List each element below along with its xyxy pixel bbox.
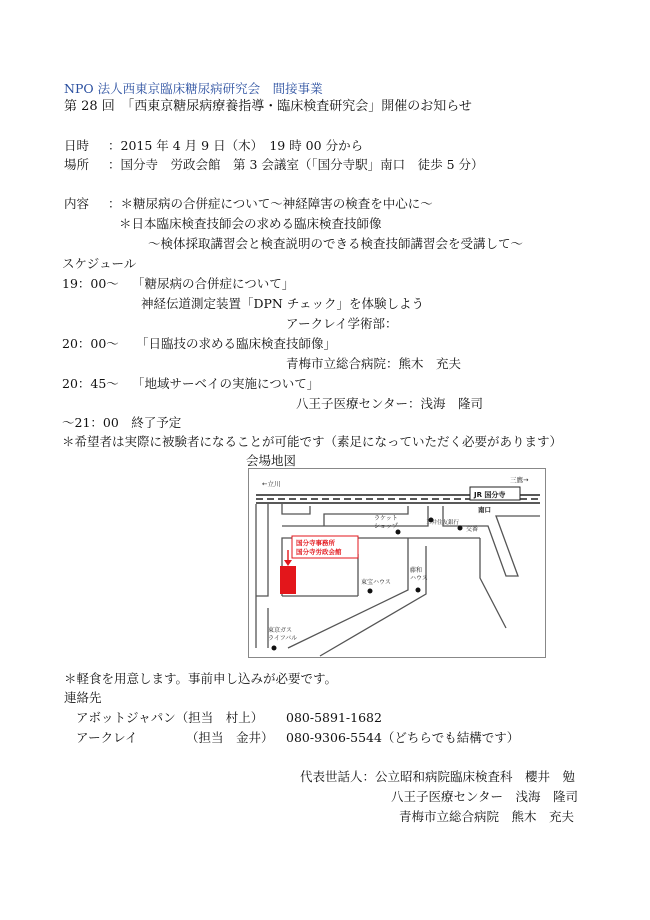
- fujiwa-house-marker: [416, 588, 421, 593]
- contact-2-tel: 080-9306-5544（どちらでも結構です）: [286, 730, 520, 745]
- schedule-2-speaker: 青梅市立総合病院：熊木 充夫: [286, 356, 462, 371]
- contact-1-name: アボットジャパン（担当 村上）: [76, 710, 264, 725]
- schedule-heading: スケジュール: [62, 256, 137, 271]
- venue-map: [248, 468, 546, 658]
- tachikawa-label: ←立川: [262, 480, 281, 488]
- mitaka-label: 三鷹→: [510, 476, 529, 484]
- venue-label-2: 国分寺労政会館: [296, 548, 342, 556]
- station-label: JR 国分寺: [474, 491, 506, 499]
- schedule-3-title: 「地域サーベイの実施について」: [132, 376, 320, 391]
- organizer-3: 青梅市立総合病院 熊木 充夫: [399, 809, 575, 824]
- content-label: 内容: [64, 196, 90, 211]
- contact-2-name: アークレイ: [76, 730, 138, 745]
- koban-marker: [458, 526, 463, 531]
- fujiwa-house-label-2: ハウス: [410, 575, 428, 582]
- toho-house-marker: [368, 589, 373, 594]
- page-title: 第 28 回 「西東京糖尿病療養指導・臨床検査研究会」開催のお知らせ: [64, 99, 472, 114]
- racket-shop-marker: [396, 530, 401, 535]
- content-item-2-sub: 〜検体採取講習会と検査説明のできる検査技師講習会を受講して〜: [148, 236, 524, 251]
- organizer-2: 八王子医療センター 浅海 隆司: [391, 789, 579, 804]
- contact-2-person: （担当 金井）: [186, 730, 274, 745]
- date-value: ：2015 年 4 月 9 日（木） 19 時 00 分から: [108, 138, 364, 153]
- gas-marker: [272, 646, 277, 651]
- bank-label: 三井住友銀行: [426, 520, 460, 526]
- place-value: ：国分寺 労政会館 第 3 会議室（「国分寺駅」南口 徒歩 5 分）: [108, 157, 484, 172]
- date-label: 日時: [64, 138, 90, 153]
- venue-building: [280, 566, 296, 594]
- venue-label-1: 国分寺事務所: [296, 539, 335, 547]
- schedule-1-speaker: アークレイ学術部：: [286, 316, 398, 331]
- koban-label: 交番: [466, 526, 479, 533]
- schedule-2-title: 「日臨技の求める臨床検査技師像」: [136, 336, 337, 351]
- contact-1-tel: 080-5891-1682: [286, 710, 382, 725]
- note-subjects: ＊希望者は実際に被験者になることが可能です（素足になっていただく必要があります）: [62, 434, 563, 449]
- contact-heading: 連絡先: [64, 690, 102, 705]
- schedule-1-time: 19：00〜: [62, 276, 119, 291]
- organizer-1: 代表世話人：公立昭和病院臨床検査科 櫻井 勉: [300, 769, 576, 784]
- gas-label-2: ライフバル: [268, 635, 298, 642]
- toho-house-label: 東宝ハウス: [361, 579, 391, 586]
- racket-shop-label-2: ショップ: [374, 523, 398, 530]
- schedule-1-sub: 神経伝道測定装置「DPN チェック」を体験しよう: [141, 296, 424, 311]
- schedule-end: 〜21：00 終了予定: [62, 415, 182, 430]
- org-line: NPO 法人西東京臨床糖尿病研究会 間接事業: [64, 81, 323, 96]
- fujiwa-house-label-1: 藤和: [410, 567, 423, 574]
- schedule-1-title: 「糖尿病の合併症について」: [132, 276, 295, 291]
- place-label: 場所: [64, 157, 90, 172]
- schedule-3-time: 20：45〜: [62, 376, 119, 391]
- content-item-2: ＊日本臨床検査技師会の求める臨床検査技師像: [119, 216, 382, 231]
- map-caption: 会場地図: [246, 453, 297, 468]
- south-exit-label: 南口: [478, 506, 491, 514]
- schedule-3-speaker: 八王子医療センター：浅海 隆司: [296, 396, 484, 411]
- schedule-2-time: 20：00〜: [62, 336, 119, 351]
- racket-shop-label-1: ラケット: [374, 515, 398, 522]
- note-snack: ＊軽食を用意します。事前申し込みが必要です。: [64, 671, 338, 686]
- content-item-1: ：＊糖尿病の合併症について〜神経障害の検査を中心に〜: [108, 196, 433, 211]
- gas-label-1: 東京ガス: [268, 627, 293, 634]
